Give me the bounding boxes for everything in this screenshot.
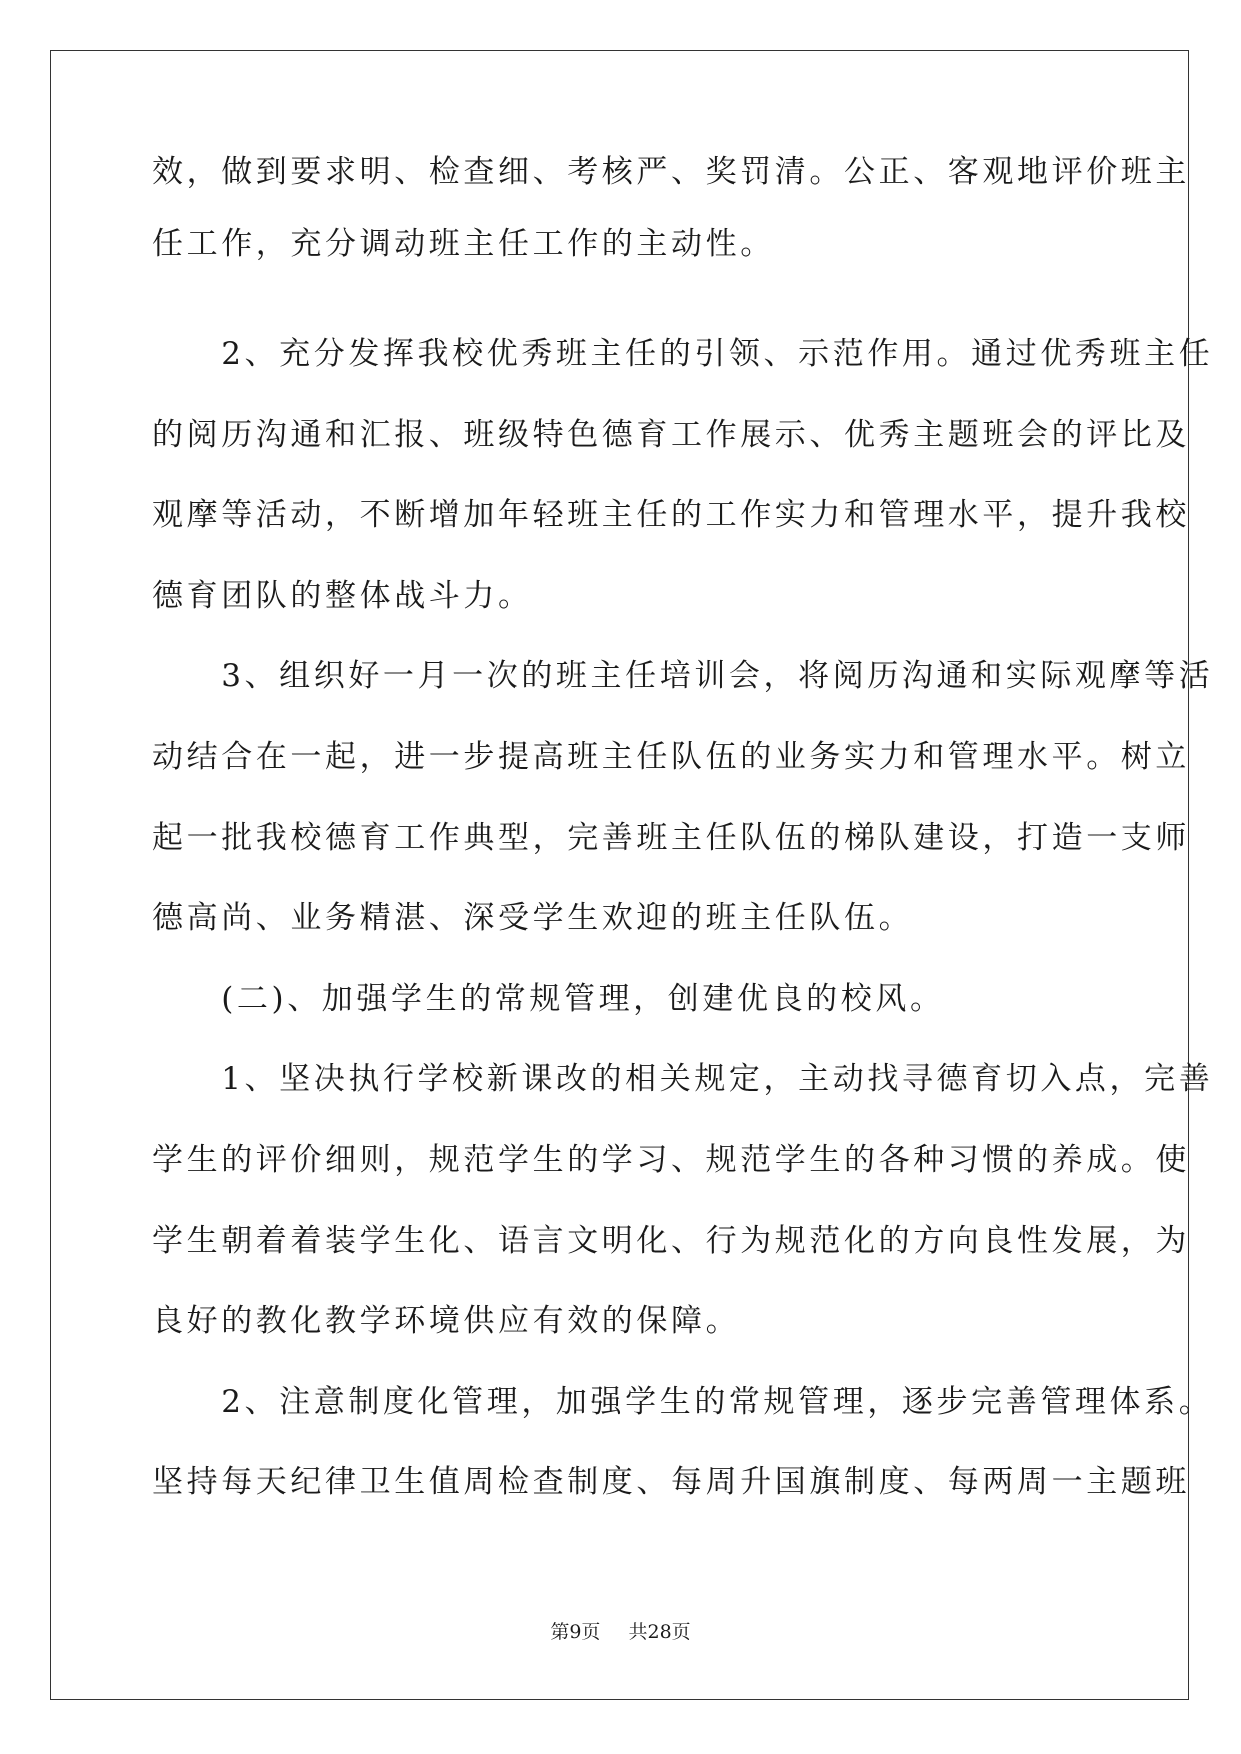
paragraph-line: 任工作，充分调动班主任工作的主动性。 (152, 226, 775, 262)
paragraph-line: 效，做到要求明、检查细、考核严、奖罚清。公正、客观地评价班主 (152, 154, 1190, 190)
paragraph-line: 起一批我校德育工作典型，完善班主任队伍的梯队建设，打造一支师 (152, 820, 1190, 856)
paragraph-line: 动结合在一起，进一步提高班主任队伍的业务实力和管理水平。树立 (152, 739, 1190, 775)
paragraph-line: 3、组织好一月一次的班主任培训会，将阅历沟通和实际观摩等活 (152, 658, 1214, 694)
paragraph-line: 2、注意制度化管理，加强学生的常规管理，逐步完善管理体系。 (152, 1384, 1214, 1420)
paragraph-line: 德高尚、业务精湛、深受学生欢迎的班主任队伍。 (152, 900, 914, 936)
paragraph-line: 学生朝着着装学生化、语言文明化、行为规范化的方向良性发展，为 (152, 1223, 1190, 1259)
paragraph-line: 良好的教化教学环境供应有效的保障。 (152, 1303, 741, 1339)
page-border (50, 50, 1189, 1700)
paragraph-line: 的阅历沟通和汇报、班级特色德育工作展示、优秀主题班会的评比及 (152, 417, 1190, 453)
paragraph-line: 德育团队的整体战斗力。 (152, 578, 533, 614)
paragraph-line: 1、坚决执行学校新课改的相关规定，主动找寻德育切入点，完善 (152, 1061, 1214, 1097)
page-total: 共28页 (628, 1621, 691, 1643)
paragraph-line: 坚持每天纪律卫生值周检查制度、每周升国旗制度、每两周一主题班 (152, 1464, 1190, 1500)
page-number: 第9页 (550, 1621, 601, 1643)
paragraph-line: 2、充分发挥我校优秀班主任的引领、示范作用。通过优秀班主任 (152, 336, 1214, 372)
paragraph-line: 学生的评价细则，规范学生的学习、规范学生的各种习惯的养成。使 (152, 1142, 1190, 1178)
section-heading: (二)、加强学生的常规管理，创建优良的校风。 (152, 981, 945, 1017)
paragraph-line: 观摩等活动，不断增加年轻班主任的工作实力和管理水平，提升我校 (152, 497, 1190, 533)
page-footer (0, 1620, 1241, 1644)
